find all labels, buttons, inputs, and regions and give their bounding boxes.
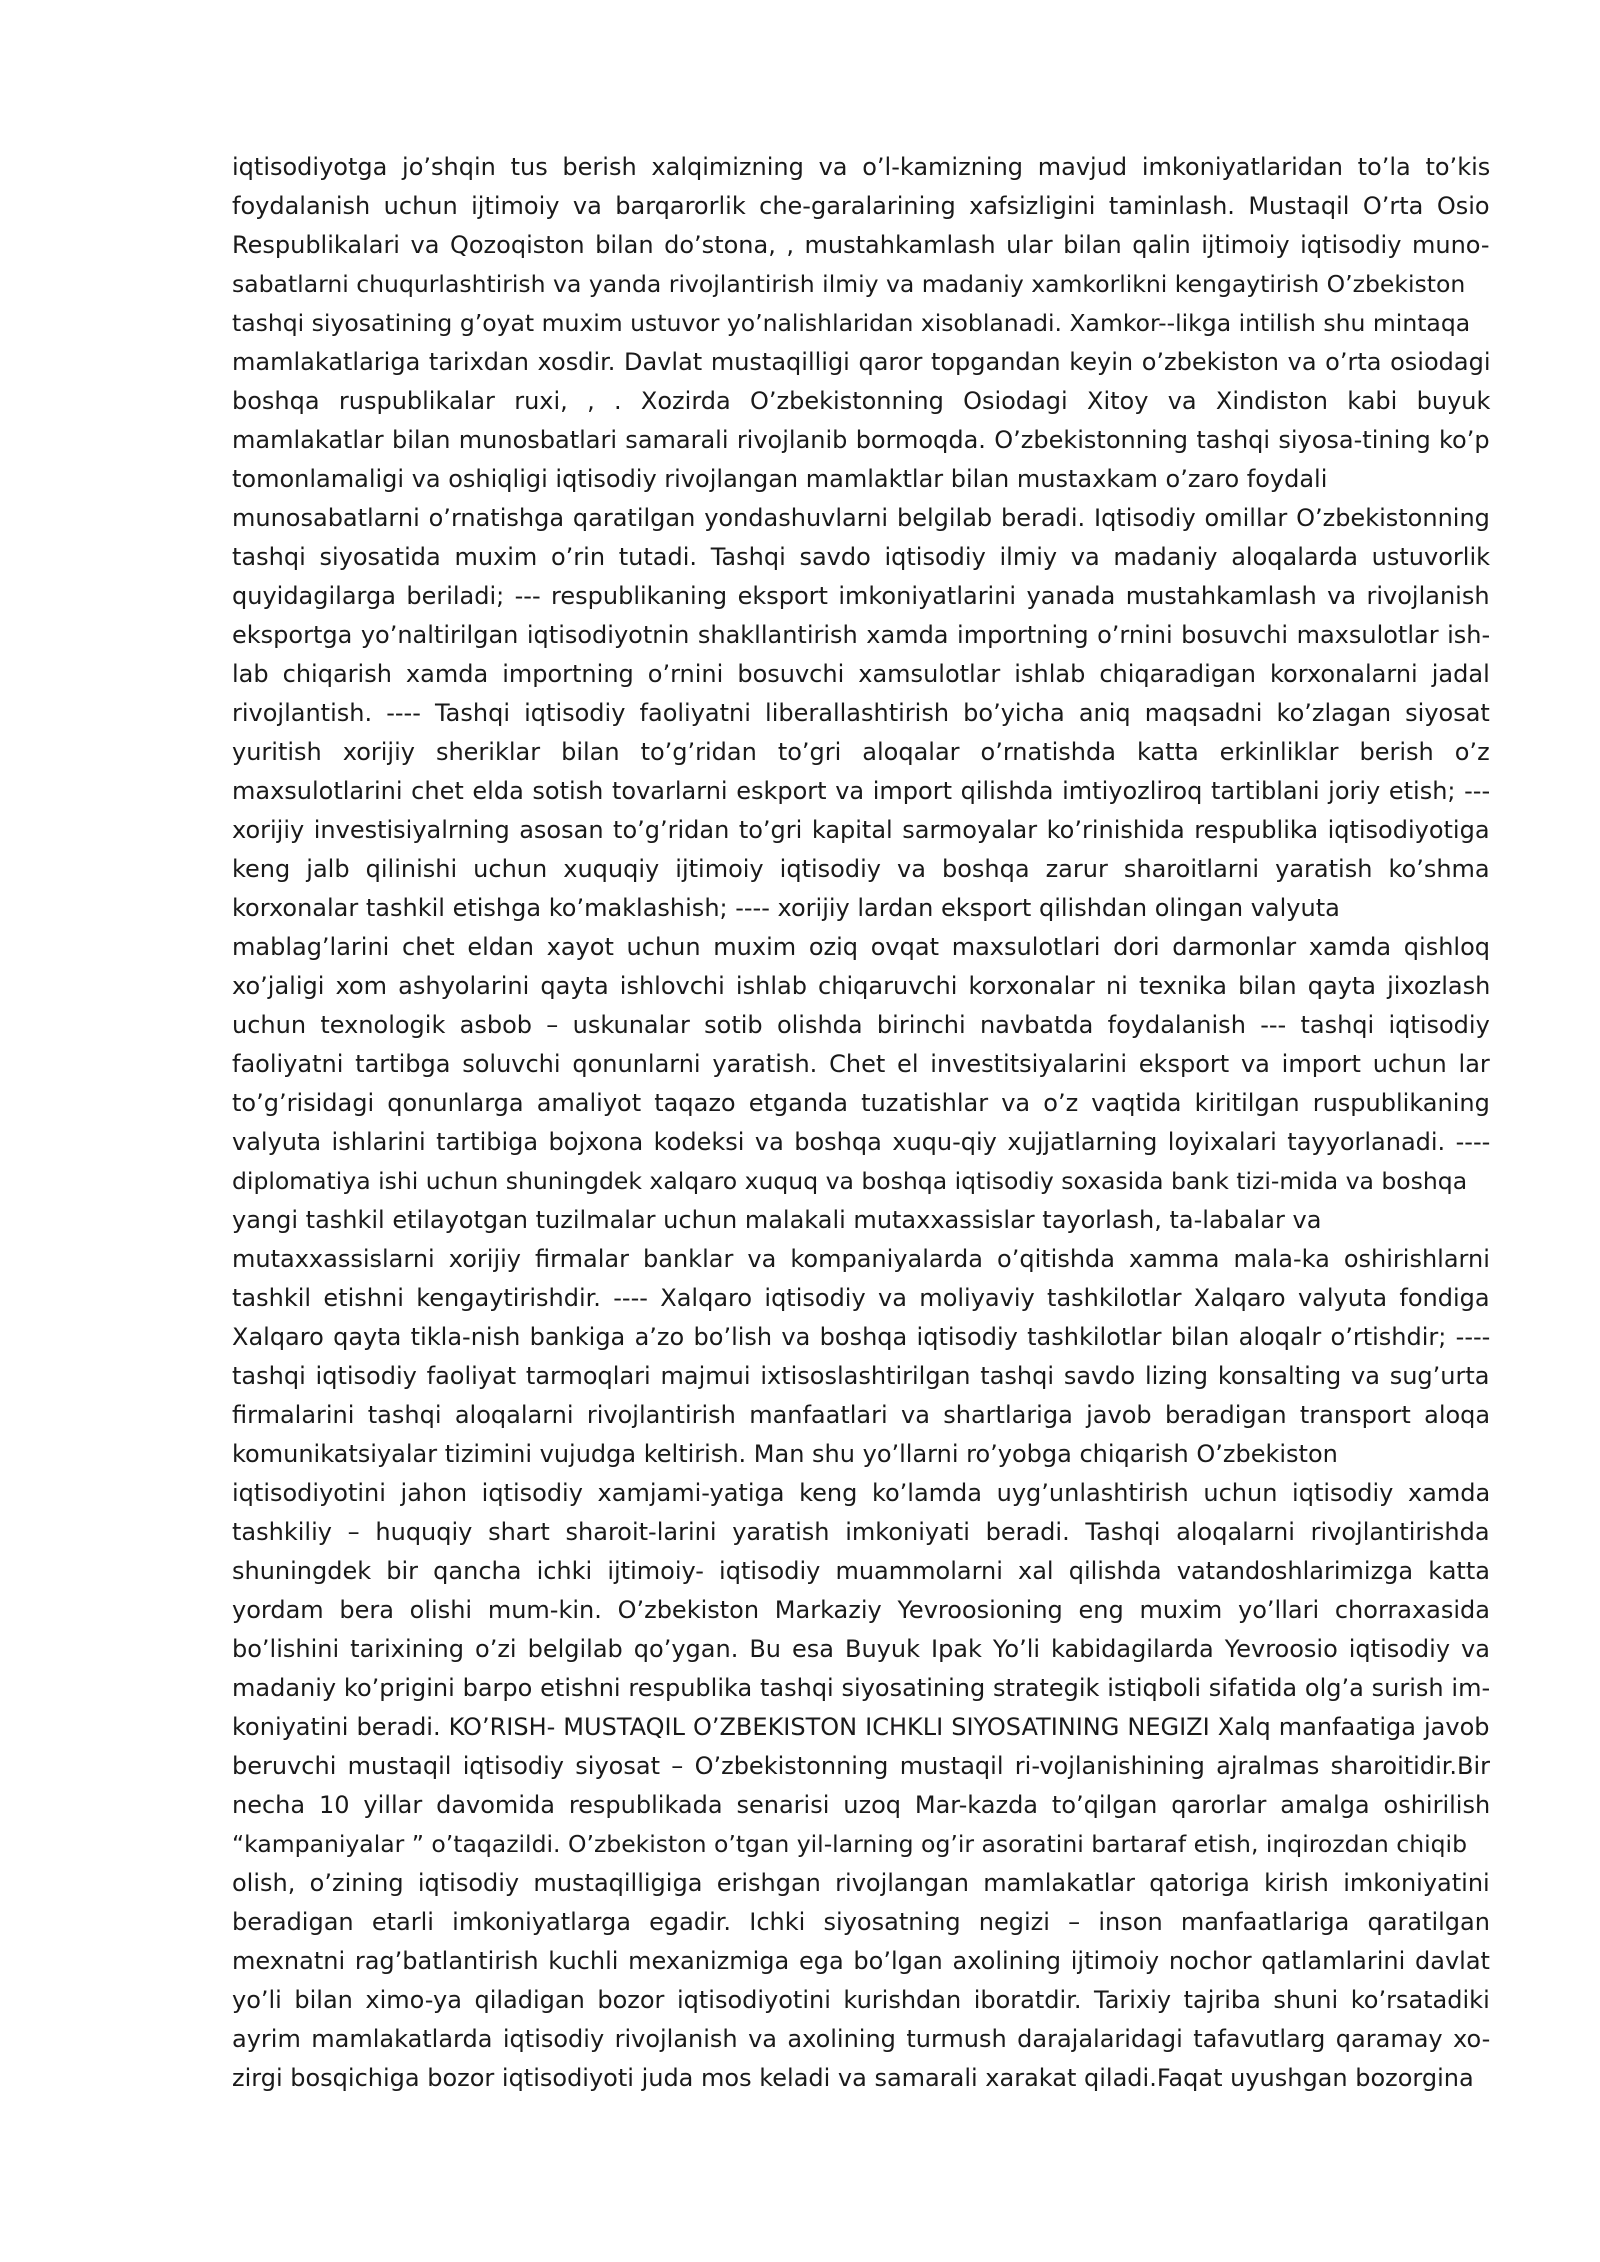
text-line: shuningdek bir qancha ichki ijtimoiy- iqtisodiy muammolarni xal qilishda vatandoshlarimizga katta — [232, 1557, 1490, 1585]
text-line: yuritish xorijiy sheriklar bilan to’g’ridan to’gri aloqalar o’rnatishda katta erkinliklar berish o’z — [232, 738, 1490, 766]
document-body — [232, 148, 1490, 2098]
text-line: xorijiy investisiyalrning asosan to’g’ridan to’gri kapital sarmoyalar ko’rinishida respublika iqtisodiyotiga — [232, 816, 1490, 844]
text-line: “kampaniyalar ” o’taqazildi. O’zbekiston o’tgan yil-larning og’ir asoratini bartaraf etish, inqirozdan chiqib — [232, 1830, 1468, 1858]
text-line: boshqa ruspublikalar ruxi, , . Xozirda O’zbekistonning Osiodagi Xitoy va Xindiston kabi buyuk — [232, 387, 1491, 415]
text-line: tashkiliy – huquqiy shart sharoit-larini yaratish imkoniyati beradi. Tashqi aloqalarni rivojlantirishda — [232, 1518, 1490, 1546]
text-line: Respublikalari va Qozoqiston bilan do’stona, , mustahkamlash ular bilan qalin ijtimoiy iqtisodiy muno- — [232, 231, 1490, 259]
text-line: eksportga yo’naltirilgan iqtisodiyotnin shakllantirish xamda importning o’rnini bosuvchi maxsulotlar ish- — [232, 621, 1491, 649]
text-line: bo’lishini tarixining o’zi belgilab qo’ygan. Bu esa Buyuk Ipak Yo’li kabidagilarda Yevroosio iqtisodiy va — [232, 1635, 1490, 1663]
text-line: tashkil etishni kengaytirishdir. ---- Xalqaro iqtisodiy va moliyaviy tashkilotlar Xalqaro valyuta fondiga — [232, 1284, 1490, 1312]
text-line: diplomatiya ishi uchun shuningdek xalqaro xuquq va boshqa iqtisodiy soxasida bank tizi-mida va boshqa — [232, 1167, 1468, 1195]
text-line: mexnatni rag’batlantirish kuchli mexanizmiga ega bo’lgan axolining ijtimoiy nochor qatlamlarini davlat — [232, 1947, 1490, 1975]
text-line: rivojlantish. ---- Tashqi iqtisodiy faoliyatni liberallashtirish bo’yicha aniq maqsadni ko’zlagan siyosat — [232, 699, 1490, 727]
text-line: beruvchi mustaqil iqtisodiy siyosat – O’zbekistonning mustaqil ri-vojlanishining ajralmas sharoitidir.Bir — [232, 1752, 1491, 1780]
text-line: madaniy ko’prigini barpo etishni respublika tashqi siyosatining strategik istiqboli sifatida olg’a surish im- — [232, 1674, 1491, 1702]
text-line: yo’li bilan ximo-ya qiladigan bozor iqtisodiyotini kurishdan iboratdir. Tarixiy tajriba shuni ko’rsatadiki — [232, 1986, 1490, 2014]
text-line: Xalqaro qayta tikla-nish bankiga a’zo bo’lish va boshqa iqtisodiy tashkilotlar bilan aloqalr o’rtishdir; ---- — [232, 1323, 1491, 1351]
text-line: iqtisodiyotga jo’shqin tus berish xalqimizning va o’l-kamizning mavjud imkoniyatlaridan to’la to’kis — [232, 153, 1491, 181]
text-line: keng jalb qilinishi uchun xuquqiy ijtimoiy iqtisodiy va boshqa zarur sharoitlarni yaratish ko’shma — [232, 855, 1490, 883]
text-line: yangi tashkil etilayotgan tuzilmalar uchun malakali mutaxxassislar tayorlash, ta-labalar va — [232, 1206, 1322, 1234]
text-line: mamlakatlar bilan munosbatlari samarali rivojlanib bormoqda. O’zbekistonning tashqi siyosa-tining ko’p — [232, 426, 1490, 454]
text-line: yordam bera olishi mum-kin. O’zbekiston Markaziy Yevroosioning eng muxim yo’llari chorraxasida — [232, 1596, 1490, 1624]
text-line: firmalarini tashqi aloqalarni rivojlantirish manfaatlari va shartlariga javob beradigan transport aloqa — [232, 1401, 1491, 1429]
text-line: beradigan etarli imkoniyatlarga egadir. Ichki siyosatning negizi – inson manfaatlariga qaratilgan — [232, 1908, 1490, 1936]
text-line: olish, o’zining iqtisodiy mustaqilligiga erishgan rivojlangan mamlakatlar qatoriga kirish imkoniyatini — [232, 1869, 1490, 1897]
text-line: mutaxxassislarni xorijiy firmalar banklar va kompaniyalarda o’qitishda xamma mala-ka oshirishlarni — [232, 1245, 1490, 1273]
text-line: ayrim mamlakatlarda iqtisodiy rivojlanish va axolining turmush darajalaridagi tafavutlarg qaramay xo- — [232, 2025, 1491, 2053]
text-line: tashqi siyosatining g’oyat muxim ustuvor yo’nalishlaridan xisoblanadi. Xamkor--likga intilish shu mintaqa — [232, 309, 1471, 337]
text-line: necha 10 yillar davomida respublikada senarisi uzoq Mar-kazda to’qilgan qarorlar amalga oshirilish — [232, 1791, 1491, 1819]
text-line: maxsulotlarini chet elda sotish tovarlarni eskport va import qilishda imtiyozliroq tartiblani joriy etish; --- — [232, 777, 1491, 805]
text-line: tashqi iqtisodiy faoliyat tarmoqlari majmui ixtisoslashtirilgan tashqi savdo lizing konsalting va sug’urta — [232, 1362, 1490, 1390]
text-line: faoliyatni tartibga soluvchi qonunlarni yaratish. Chet el investitsiyalarini eksport va import uchun lar — [232, 1050, 1490, 1078]
text-line: iqtisodiyotini jahon iqtisodiy xamjami-yatiga keng ko’lamda uyg’unlashtirish uchun iqtisodiy xamda — [232, 1479, 1491, 1507]
text-line: foydalanish uchun ijtimoiy va barqarorlik che-garalarining xafsizligini taminlash. Mustaqil O’rta Osio — [232, 192, 1490, 220]
text-line: sabatlarni chuqurlashtirish va yanda rivojlantirish ilmiy va madaniy xamkorlikni kengaytirish O’zbekiston — [232, 270, 1466, 298]
text-line: quyidagilarga beriladi; --- respublikaning eksport imkoniyatlarini yanada mustahkamlash va rivojlanish — [232, 582, 1490, 610]
text-line: uchun texnologik asbob – uskunalar sotib olishda birinchi navbatda foydalanish --- tashqi iqtisodiy — [232, 1011, 1490, 1039]
text-line: mablag’larini chet eldan xayot uchun muxim oziq ovqat maxsulotlari dori darmonlar xamda qishloq — [232, 933, 1490, 961]
text-line: mamlakatlariga tarixdan xosdir. Davlat mustaqilligi qaror topgandan keyin o’zbekiston va o’rta osiodagi — [232, 348, 1491, 376]
text-line: munosabatlarni o’rnatishga qaratilgan yondashuvlarni belgilab beradi. Iqtisodiy omillar O’zbekistonning — [232, 504, 1490, 532]
text-line: tomonlamaligi va oshiqligi iqtisodiy rivojlangan mamlaktlar bilan mustaxkam o’zaro foydali — [232, 465, 1328, 493]
text-line: koniyatini beradi. KO’RISH- MUSTAQIL O’ZBEKISTON ICHKLI SIYOSATINING NEGIZI Xalq manfaatiga javob — [232, 1713, 1490, 1741]
text-line: lab chiqarish xamda importning o’rnini bosuvchi xamsulotlar ishlab chiqaradigan korxonalarni jadal — [232, 660, 1490, 688]
text-line: to’g’risidagi qonunlarga amaliyot taqazo etganda tuzatishlar va o’z vaqtida kiritilgan ruspublikaning — [232, 1089, 1490, 1117]
text-line: tashqi siyosatida muxim o’rin tutadi. Tashqi savdo iqtisodiy ilmiy va madaniy aloqalarda ustuvorlik — [232, 543, 1491, 571]
text-line: komunikatsiyalar tizimini vujudga keltirish. Man shu yo’llarni ro’yobga chiqarish O’zbekiston — [232, 1440, 1338, 1468]
text-line: zirgi bosqichiga bozor iqtisodiyoti juda mos keladi va samarali xarakat qiladi.Faqat uyushgan bozorgina — [232, 2064, 1474, 2092]
text-line: korxonalar tashkil etishga ko’maklashish; ---- xorijiy lardan eksport qilishdan olingan valyuta — [232, 894, 1340, 922]
text-line: valyuta ishlarini tartibiga bojxona kodeksi va boshqa xuqu-qiy xujjatlarning loyixalari tayyorlanadi. ---- — [232, 1128, 1491, 1156]
text-line: xo’jaligi xom ashyolarini qayta ishlovchi ishlab chiqaruvchi korxonalar ni texnika bilan qayta jixozlash — [232, 972, 1491, 1000]
